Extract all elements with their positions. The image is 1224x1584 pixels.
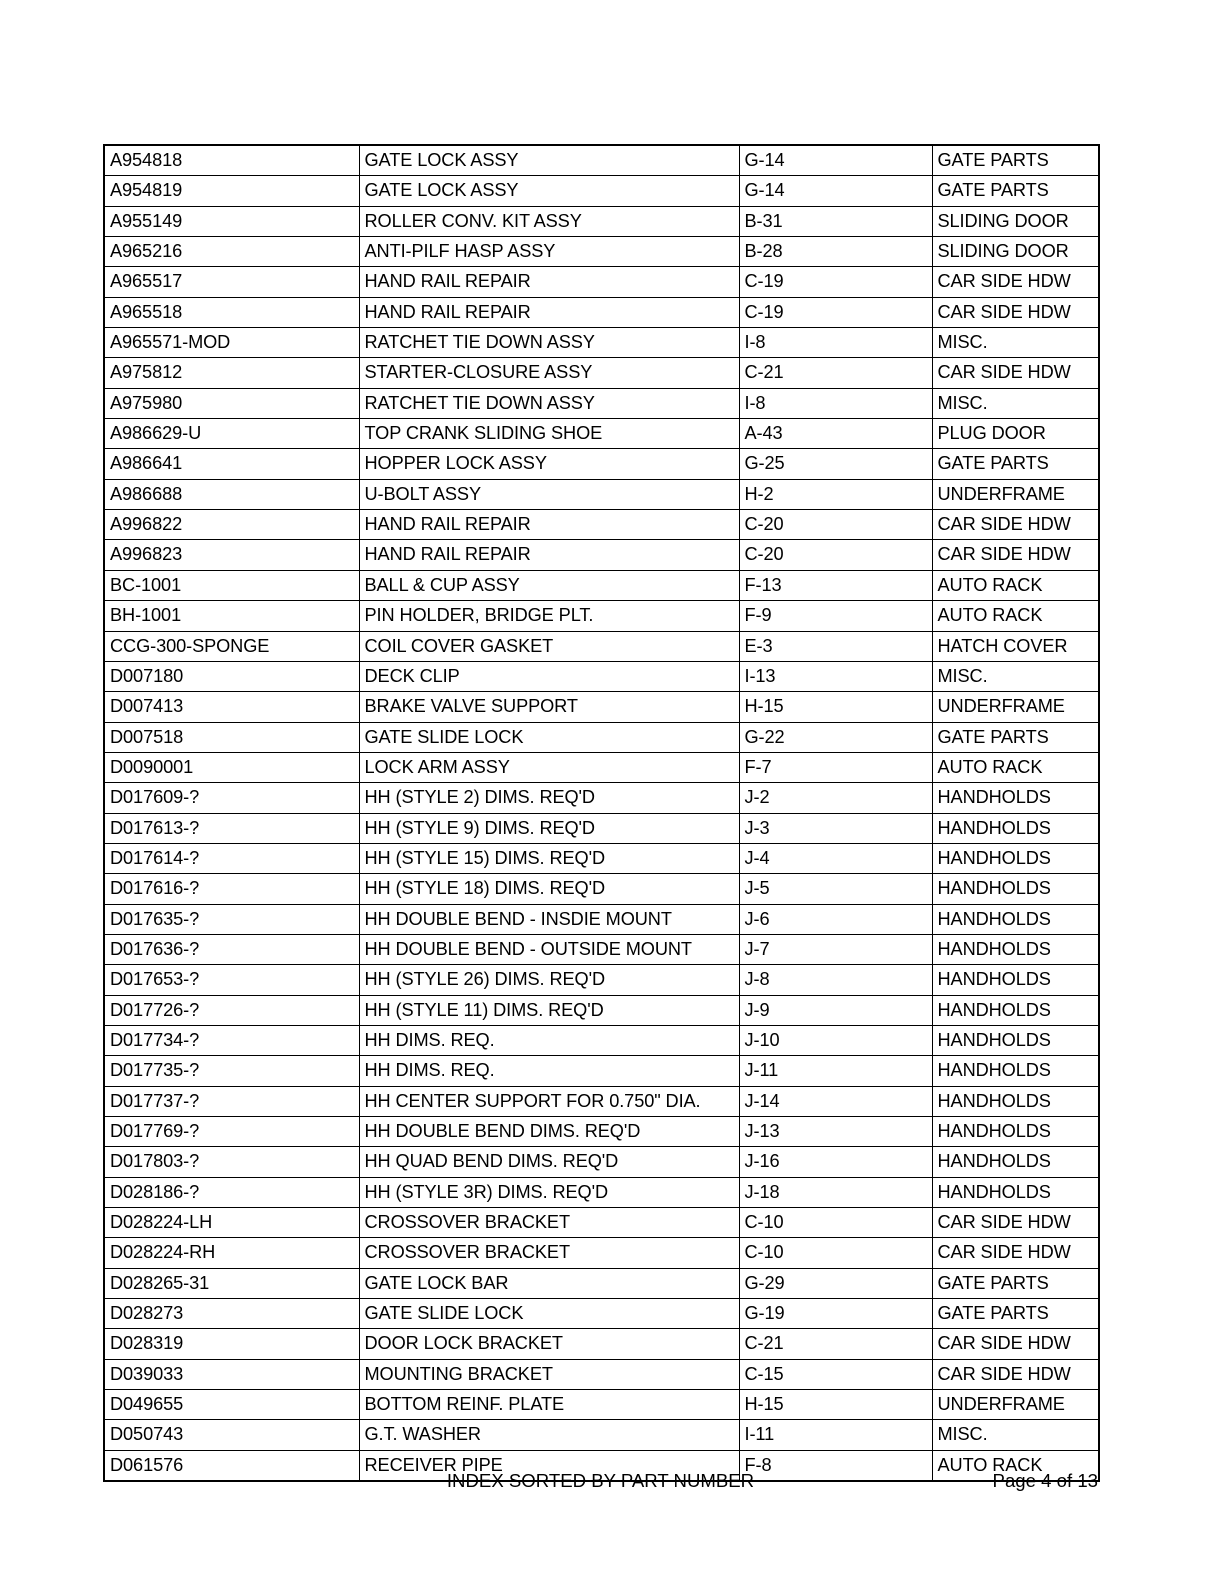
- cell-group: CAR SIDE HDW: [932, 1329, 1099, 1359]
- cell-part-number: D007518: [104, 722, 359, 752]
- cell-part-number: BH-1001: [104, 601, 359, 631]
- table-row: [104, 1177, 1099, 1207]
- cell-description: GATE LOCK ASSY: [359, 145, 739, 176]
- cell-group: HANDHOLDS: [932, 1177, 1099, 1207]
- cell-description: RECEIVER PIPE: [359, 1450, 739, 1481]
- table-row: [104, 1117, 1099, 1147]
- cell-part-number: D017653-?: [104, 965, 359, 995]
- cell-part-number: D028265-31: [104, 1268, 359, 1298]
- footer-title: INDEX SORTED BY PART NUMBER: [446, 1470, 755, 1491]
- cell-description: HH QUAD BEND DIMS. REQ'D: [359, 1147, 739, 1177]
- cell-part-number: D017803-?: [104, 1147, 359, 1177]
- cell-location: C-21: [739, 358, 932, 388]
- cell-description: HH (STYLE 26) DIMS. REQ'D: [359, 965, 739, 995]
- table-row: [104, 601, 1099, 631]
- cell-location: J-18: [739, 1177, 932, 1207]
- cell-part-number: A954818: [104, 145, 359, 176]
- cell-group: HANDHOLDS: [932, 1086, 1099, 1116]
- cell-description: HAND RAIL REPAIR: [359, 267, 739, 297]
- table-row: [104, 661, 1099, 691]
- cell-group: AUTO RACK: [932, 1450, 1099, 1481]
- cell-part-number: D017734-?: [104, 1025, 359, 1055]
- cell-location: C-19: [739, 297, 932, 327]
- cell-part-number: D050743: [104, 1420, 359, 1450]
- cell-location: H-2: [739, 479, 932, 509]
- cell-location: F-9: [739, 601, 932, 631]
- cell-part-number: D028224-LH: [104, 1208, 359, 1238]
- cell-part-number: D007180: [104, 661, 359, 691]
- table-row: [104, 176, 1099, 206]
- table-row: [104, 1056, 1099, 1086]
- cell-location: I-11: [739, 1420, 932, 1450]
- cell-part-number: A975980: [104, 388, 359, 418]
- cell-location: G-19: [739, 1299, 932, 1329]
- cell-location: J-5: [739, 874, 932, 904]
- cell-group: AUTO RACK: [932, 601, 1099, 631]
- cell-part-number: A954819: [104, 176, 359, 206]
- cell-group: HANDHOLDS: [932, 1117, 1099, 1147]
- cell-group: HANDHOLDS: [932, 843, 1099, 873]
- cell-description: GATE LOCK BAR: [359, 1268, 739, 1298]
- cell-location: J-14: [739, 1086, 932, 1116]
- cell-group: CAR SIDE HDW: [932, 510, 1099, 540]
- cell-group: AUTO RACK: [932, 752, 1099, 782]
- cell-description: HAND RAIL REPAIR: [359, 540, 739, 570]
- cell-part-number: D017735-?: [104, 1056, 359, 1086]
- cell-location: J-3: [739, 813, 932, 843]
- table-row: [104, 783, 1099, 813]
- table-row: [104, 1268, 1099, 1298]
- cell-location: C-19: [739, 267, 932, 297]
- cell-part-number: D007413: [104, 692, 359, 722]
- cell-description: GATE SLIDE LOCK: [359, 722, 739, 752]
- table-row: [104, 1359, 1099, 1389]
- table-row: [104, 1147, 1099, 1177]
- cell-part-number: A965518: [104, 297, 359, 327]
- cell-location: J-2: [739, 783, 932, 813]
- table-row: [104, 297, 1099, 327]
- cell-description: HH DOUBLE BEND DIMS. REQ'D: [359, 1117, 739, 1147]
- cell-location: J-7: [739, 934, 932, 964]
- cell-description: BRAKE VALVE SUPPORT: [359, 692, 739, 722]
- table-row: [104, 1086, 1099, 1116]
- cell-description: RATCHET TIE DOWN ASSY: [359, 388, 739, 418]
- table-row: [104, 1420, 1099, 1450]
- cell-location: G-22: [739, 722, 932, 752]
- cell-group: HANDHOLDS: [932, 904, 1099, 934]
- cell-part-number: D061576: [104, 1450, 359, 1481]
- parts-index-table-body: [104, 145, 1099, 1481]
- table-row: [104, 479, 1099, 509]
- table-row: [104, 388, 1099, 418]
- cell-location: F-7: [739, 752, 932, 782]
- cell-description: ANTI-PILF HASP ASSY: [359, 237, 739, 267]
- cell-part-number: D028319: [104, 1329, 359, 1359]
- cell-description: CROSSOVER BRACKET: [359, 1208, 739, 1238]
- cell-description: TOP CRANK SLIDING SHOE: [359, 419, 739, 449]
- cell-group: HANDHOLDS: [932, 965, 1099, 995]
- cell-description: GATE SLIDE LOCK: [359, 1299, 739, 1329]
- cell-group: CAR SIDE HDW: [932, 1359, 1099, 1389]
- cell-part-number: D017616-?: [104, 874, 359, 904]
- table-row: [104, 692, 1099, 722]
- cell-part-number: A965571-MOD: [104, 328, 359, 358]
- cell-group: HANDHOLDS: [932, 874, 1099, 904]
- page-footer: [103, 1466, 1098, 1496]
- cell-part-number: D017614-?: [104, 843, 359, 873]
- cell-location: J-10: [739, 1025, 932, 1055]
- cell-group: CAR SIDE HDW: [932, 1238, 1099, 1268]
- cell-part-number: A965517: [104, 267, 359, 297]
- cell-part-number: D017609-?: [104, 783, 359, 813]
- table-row: [104, 1390, 1099, 1420]
- cell-location: I-8: [739, 328, 932, 358]
- cell-group: HANDHOLDS: [932, 934, 1099, 964]
- cell-part-number: D049655: [104, 1390, 359, 1420]
- cell-description: HH DIMS. REQ.: [359, 1056, 739, 1086]
- cell-description: CROSSOVER BRACKET: [359, 1238, 739, 1268]
- table-row: [104, 1299, 1099, 1329]
- cell-location: E-3: [739, 631, 932, 661]
- cell-description: HH DOUBLE BEND - OUTSIDE MOUNT: [359, 934, 739, 964]
- cell-group: HANDHOLDS: [932, 1025, 1099, 1055]
- cell-group: HANDHOLDS: [932, 995, 1099, 1025]
- table-row: [104, 570, 1099, 600]
- cell-description: HH (STYLE 2) DIMS. REQ'D: [359, 783, 739, 813]
- cell-description: STARTER-CLOSURE ASSY: [359, 358, 739, 388]
- cell-part-number: A975812: [104, 358, 359, 388]
- cell-description: HAND RAIL REPAIR: [359, 297, 739, 327]
- cell-description: LOCK ARM ASSY: [359, 752, 739, 782]
- cell-group: GATE PARTS: [932, 722, 1099, 752]
- cell-description: HAND RAIL REPAIR: [359, 510, 739, 540]
- cell-group: GATE PARTS: [932, 449, 1099, 479]
- cell-part-number: D0090001: [104, 752, 359, 782]
- cell-part-number: D017613-?: [104, 813, 359, 843]
- cell-location: F-13: [739, 570, 932, 600]
- cell-location: G-29: [739, 1268, 932, 1298]
- cell-description: BALL & CUP ASSY: [359, 570, 739, 600]
- cell-description: HH CENTER SUPPORT FOR 0.750" DIA.: [359, 1086, 739, 1116]
- cell-location: C-10: [739, 1238, 932, 1268]
- cell-description: DOOR LOCK BRACKET: [359, 1329, 739, 1359]
- cell-location: B-31: [739, 206, 932, 236]
- cell-description: HH (STYLE 18) DIMS. REQ'D: [359, 874, 739, 904]
- cell-location: C-15: [739, 1359, 932, 1389]
- cell-description: HH (STYLE 11) DIMS. REQ'D: [359, 995, 739, 1025]
- cell-description: ROLLER CONV. KIT ASSY: [359, 206, 739, 236]
- cell-location: H-15: [739, 1390, 932, 1420]
- cell-location: J-8: [739, 965, 932, 995]
- cell-part-number: D028224-RH: [104, 1238, 359, 1268]
- cell-part-number: D028273: [104, 1299, 359, 1329]
- table-row: [104, 145, 1099, 176]
- table-row: [104, 540, 1099, 570]
- cell-group: HANDHOLDS: [932, 1147, 1099, 1177]
- cell-group: CAR SIDE HDW: [932, 358, 1099, 388]
- cell-part-number: D017635-?: [104, 904, 359, 934]
- table-row: [104, 510, 1099, 540]
- cell-part-number: A996823: [104, 540, 359, 570]
- cell-part-number: A955149: [104, 206, 359, 236]
- cell-description: BOTTOM REINF. PLATE: [359, 1390, 739, 1420]
- table-row: [104, 206, 1099, 236]
- cell-location: I-13: [739, 661, 932, 691]
- table-row: [104, 1025, 1099, 1055]
- table-row: [104, 631, 1099, 661]
- cell-location: C-20: [739, 510, 932, 540]
- cell-description: PIN HOLDER, BRIDGE PLT.: [359, 601, 739, 631]
- cell-group: UNDERFRAME: [932, 479, 1099, 509]
- cell-location: J-4: [739, 843, 932, 873]
- table-row: [104, 722, 1099, 752]
- cell-group: SLIDING DOOR: [932, 206, 1099, 236]
- cell-description: HH DIMS. REQ.: [359, 1025, 739, 1055]
- cell-location: C-21: [739, 1329, 932, 1359]
- cell-location: H-15: [739, 692, 932, 722]
- cell-part-number: D017636-?: [104, 934, 359, 964]
- table-row: [104, 237, 1099, 267]
- cell-group: CAR SIDE HDW: [932, 1208, 1099, 1238]
- cell-group: HANDHOLDS: [932, 783, 1099, 813]
- cell-group: SLIDING DOOR: [932, 237, 1099, 267]
- cell-description: HH (STYLE 9) DIMS. REQ'D: [359, 813, 739, 843]
- cell-group: MISC.: [932, 388, 1099, 418]
- table-row: [104, 328, 1099, 358]
- cell-part-number: D028186-?: [104, 1177, 359, 1207]
- cell-description: G.T. WASHER: [359, 1420, 739, 1450]
- cell-part-number: D039033: [104, 1359, 359, 1389]
- table-row: [104, 1329, 1099, 1359]
- table-row: [104, 995, 1099, 1025]
- table-row: [104, 843, 1099, 873]
- cell-description: RATCHET TIE DOWN ASSY: [359, 328, 739, 358]
- cell-description: HOPPER LOCK ASSY: [359, 449, 739, 479]
- cell-location: C-10: [739, 1208, 932, 1238]
- table-row: [104, 267, 1099, 297]
- cell-group: AUTO RACK: [932, 570, 1099, 600]
- cell-location: B-28: [739, 237, 932, 267]
- cell-location: J-9: [739, 995, 932, 1025]
- cell-location: J-6: [739, 904, 932, 934]
- page-number: Page 4 of 13: [992, 1470, 1098, 1491]
- table-row: [104, 358, 1099, 388]
- table-row: [104, 419, 1099, 449]
- table-row: [104, 874, 1099, 904]
- table-row: [104, 449, 1099, 479]
- cell-description: GATE LOCK ASSY: [359, 176, 739, 206]
- parts-index-table-container: [103, 144, 1098, 1482]
- table-row: [104, 965, 1099, 995]
- cell-description: U-BOLT ASSY: [359, 479, 739, 509]
- cell-location: G-14: [739, 176, 932, 206]
- cell-group: GATE PARTS: [932, 1299, 1099, 1329]
- cell-part-number: D017737-?: [104, 1086, 359, 1116]
- cell-part-number: A986629-U: [104, 419, 359, 449]
- table-row: [104, 752, 1099, 782]
- table-row: [104, 1208, 1099, 1238]
- cell-part-number: D017769-?: [104, 1117, 359, 1147]
- cell-location: F-8: [739, 1450, 932, 1481]
- cell-group: CAR SIDE HDW: [932, 267, 1099, 297]
- cell-location: J-11: [739, 1056, 932, 1086]
- cell-location: J-13: [739, 1117, 932, 1147]
- cell-part-number: A986641: [104, 449, 359, 479]
- cell-part-number: A986688: [104, 479, 359, 509]
- cell-part-number: BC-1001: [104, 570, 359, 600]
- cell-group: HANDHOLDS: [932, 1056, 1099, 1086]
- cell-description: MOUNTING BRACKET: [359, 1359, 739, 1389]
- cell-description: COIL COVER GASKET: [359, 631, 739, 661]
- cell-group: PLUG DOOR: [932, 419, 1099, 449]
- cell-location: C-20: [739, 540, 932, 570]
- cell-part-number: D017726-?: [104, 995, 359, 1025]
- cell-location: G-25: [739, 449, 932, 479]
- cell-group: GATE PARTS: [932, 1268, 1099, 1298]
- cell-description: HH (STYLE 3R) DIMS. REQ'D: [359, 1177, 739, 1207]
- cell-location: I-8: [739, 388, 932, 418]
- cell-group: MISC.: [932, 1420, 1099, 1450]
- table-row: [104, 1238, 1099, 1268]
- table-row: [104, 904, 1099, 934]
- cell-group: MISC.: [932, 661, 1099, 691]
- cell-group: GATE PARTS: [932, 145, 1099, 176]
- cell-group: CAR SIDE HDW: [932, 540, 1099, 570]
- cell-part-number: A996822: [104, 510, 359, 540]
- cell-group: UNDERFRAME: [932, 1390, 1099, 1420]
- cell-location: J-16: [739, 1147, 932, 1177]
- cell-group: HANDHOLDS: [932, 813, 1099, 843]
- table-row: [104, 934, 1099, 964]
- cell-location: G-14: [739, 145, 932, 176]
- table-row: [104, 813, 1099, 843]
- parts-index-table: [103, 144, 1100, 1482]
- cell-group: GATE PARTS: [932, 176, 1099, 206]
- cell-part-number: CCG-300-SPONGE: [104, 631, 359, 661]
- cell-group: CAR SIDE HDW: [932, 297, 1099, 327]
- cell-group: UNDERFRAME: [932, 692, 1099, 722]
- cell-group: HATCH COVER: [932, 631, 1099, 661]
- cell-group: MISC.: [932, 328, 1099, 358]
- cell-description: HH (STYLE 15) DIMS. REQ'D: [359, 843, 739, 873]
- cell-location: A-43: [739, 419, 932, 449]
- cell-description: DECK CLIP: [359, 661, 739, 691]
- cell-part-number: A965216: [104, 237, 359, 267]
- cell-description: HH DOUBLE BEND - INSDIE MOUNT: [359, 904, 739, 934]
